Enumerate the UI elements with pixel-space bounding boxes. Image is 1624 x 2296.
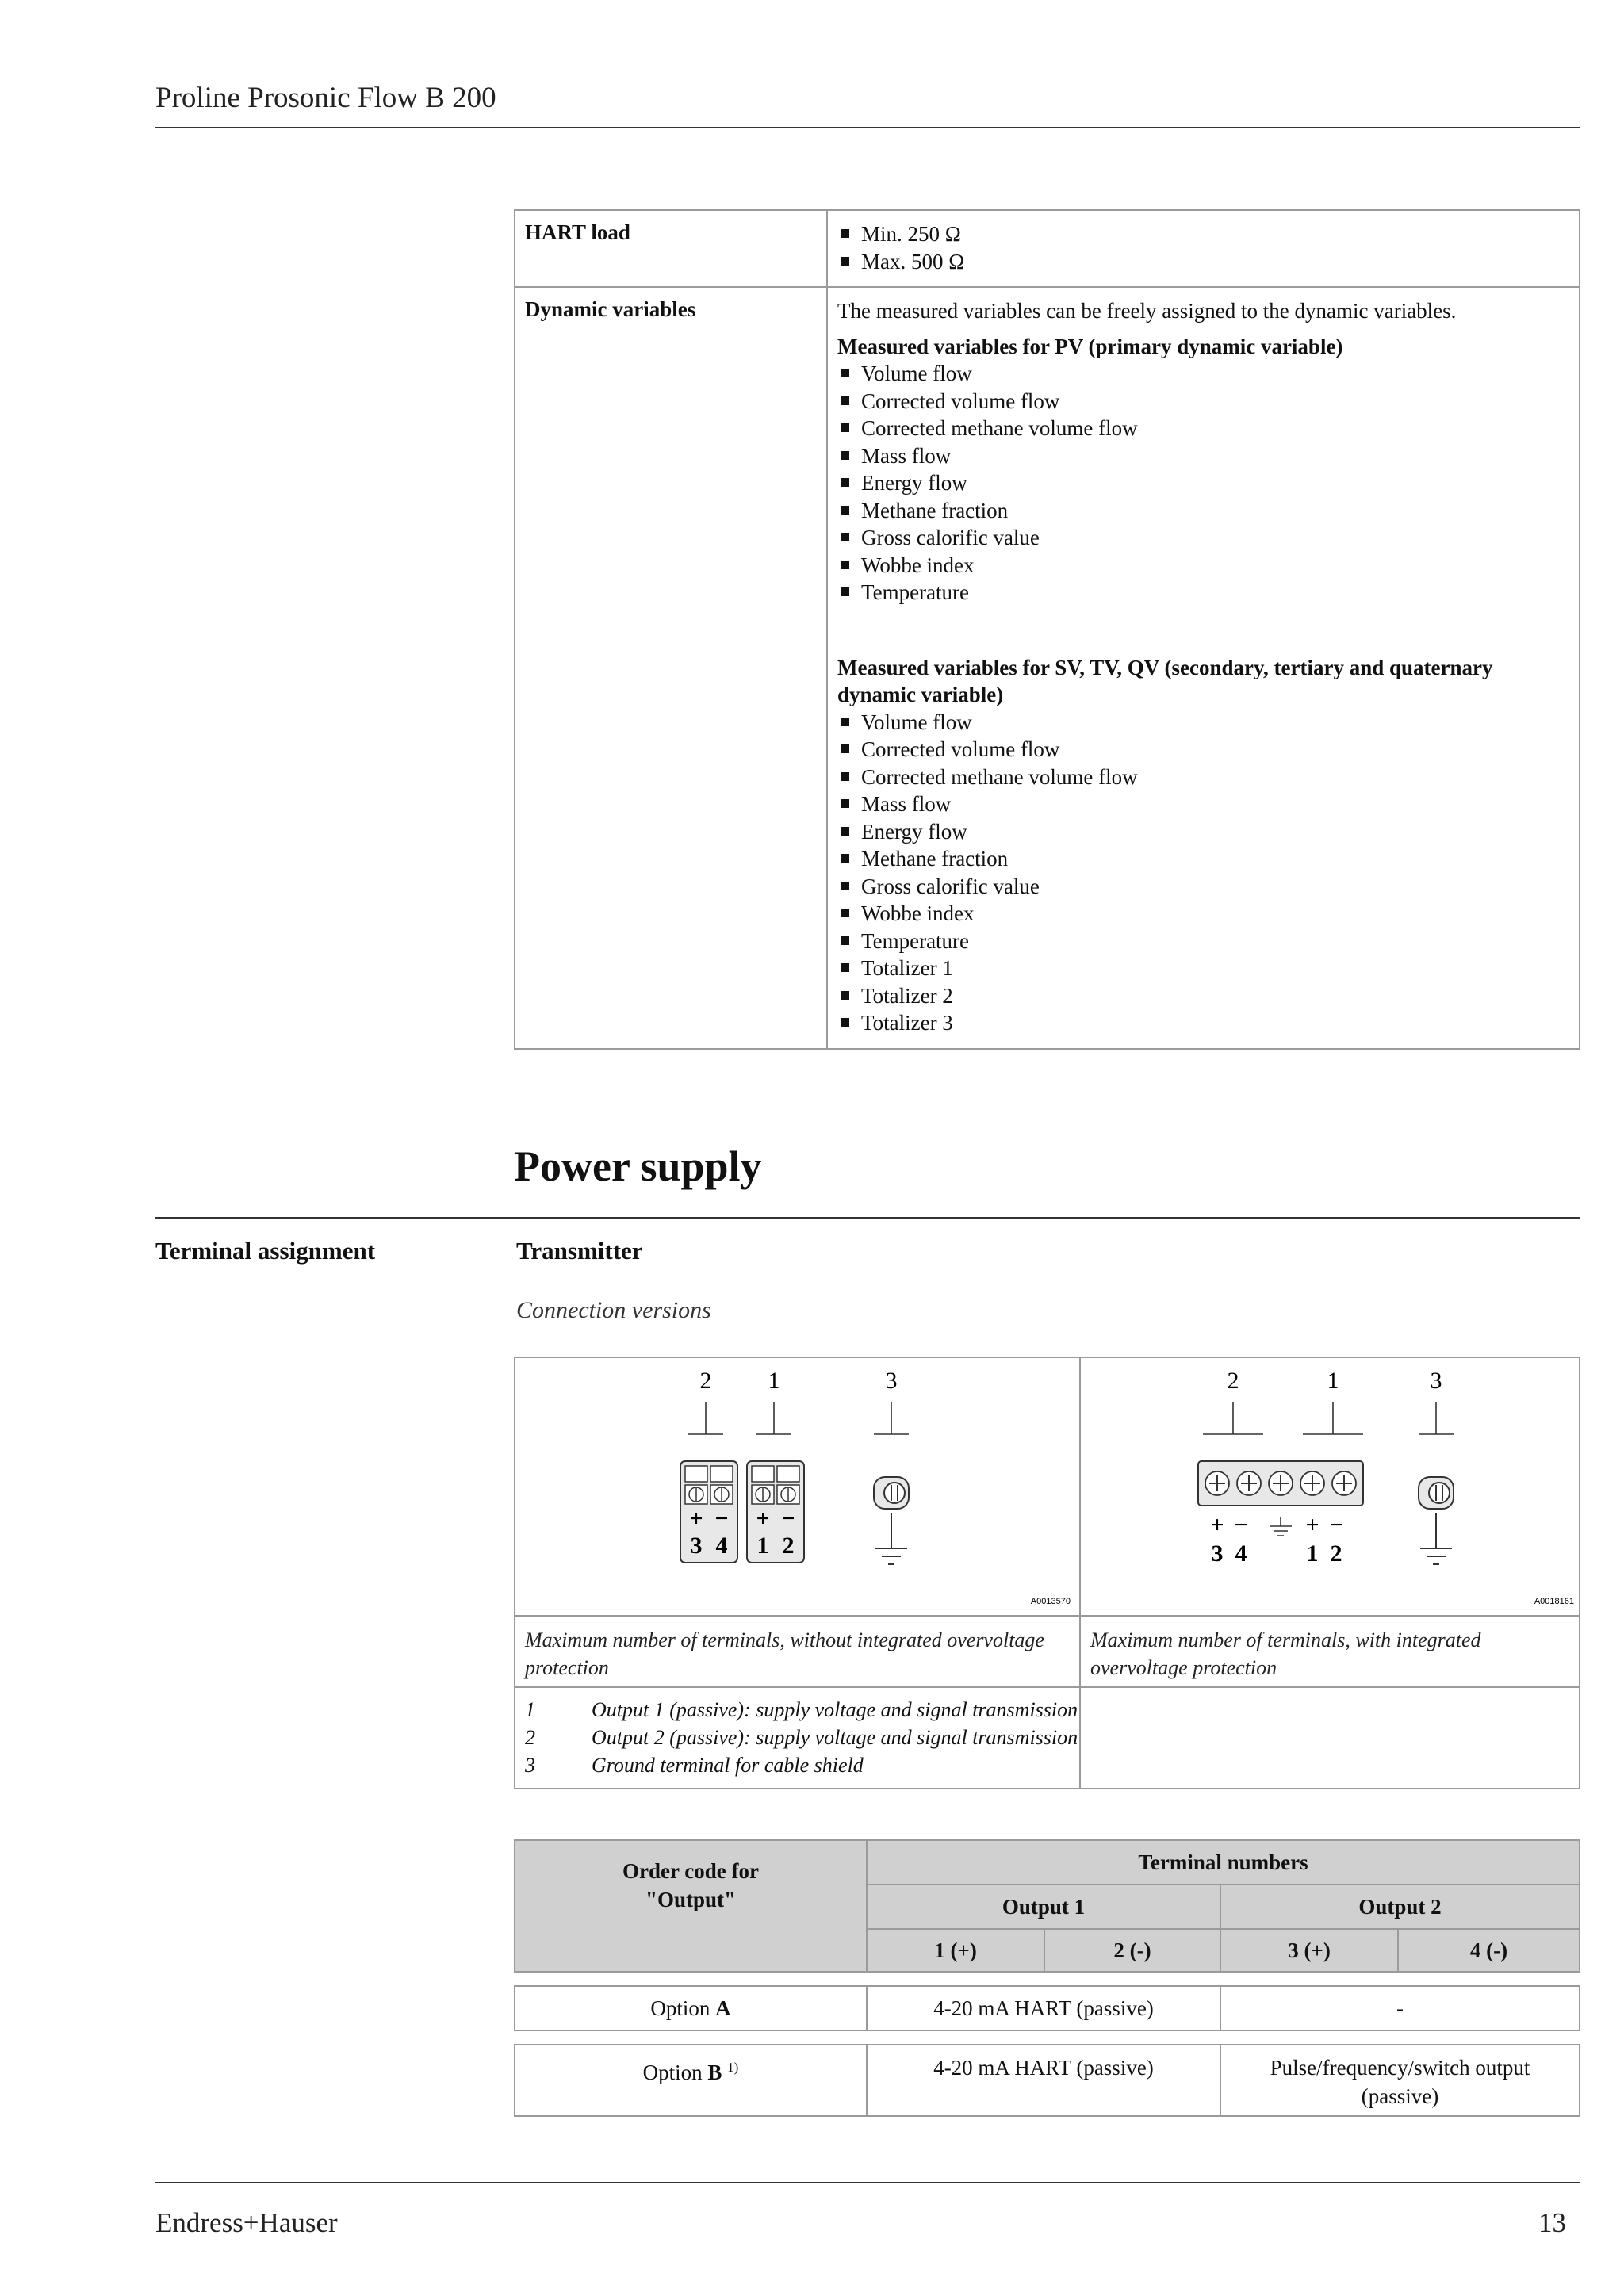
header-order-code: Order code for "Output" (514, 1839, 868, 1973)
figure-caption-left: Maximum number of terminals, without integrated overvoltage protection (525, 1628, 1044, 1679)
figure-caption-right: Maximum number of terminals, with integrated overvoltage protection (1090, 1628, 1481, 1679)
terminal-sign: + (1210, 1512, 1224, 1538)
terminal-sign: + (1305, 1512, 1320, 1538)
figure-id-left: A0013570 (1030, 1597, 1071, 1606)
section-title: Power supply (514, 1142, 762, 1190)
sv-heading: Measured variables for SV, TV, QV (secondary, tertiary and quaternary dynamic variable) (837, 655, 1493, 706)
list-item: Energy flow (837, 818, 1569, 846)
list-item: Gross calorific value (837, 524, 1569, 552)
pv-heading: Measured variables for PV (primary dynamic variable) (837, 334, 1343, 358)
terminal-diagram-left (515, 1358, 1079, 1615)
terminal-number: 1 (756, 1533, 769, 1559)
list-item: Mass flow (837, 790, 1569, 818)
footer-rule (155, 2182, 1580, 2183)
cell-output-2: - (1220, 1985, 1580, 2031)
section-rule (155, 1217, 1580, 1219)
terminal-number: 4 (715, 1533, 728, 1559)
list-item: Corrected methane volume flow (837, 763, 1569, 791)
figure-id-right: A0018161 (1534, 1597, 1574, 1606)
terminal-sign: − (781, 1506, 795, 1532)
table-row-option-a: Option A (514, 1985, 868, 2031)
section-subtitle: Transmitter (516, 1237, 643, 1265)
list-item: Corrected methane volume flow (837, 415, 1569, 442)
terminal-sign: + (689, 1506, 703, 1532)
cell-output-1: 4-20 mA HART (passive) (866, 1985, 1221, 2031)
callout-3: 3 (1430, 1368, 1442, 1394)
header-terminal-2: 2 (-) (1044, 1928, 1221, 1973)
page-number: 13 (1538, 2207, 1566, 2238)
ground-icon (874, 1477, 909, 1564)
list-item: Energy flow (837, 469, 1569, 497)
terminal-sign: − (1329, 1512, 1343, 1538)
list-item: Wobbe index (837, 900, 1569, 928)
header-terminal-3: 3 (+) (1220, 1928, 1399, 1973)
footer-brand: Endress+Hauser (155, 2207, 338, 2238)
list-item: Methane fraction (837, 845, 1569, 873)
terminal-number: 2 (1330, 1540, 1342, 1567)
legend-item: 2 Output 2 (passive): supply voltage and signal transmission (525, 1726, 1078, 1749)
list-item: Max. 500 Ω (837, 248, 1569, 276)
terminal-number: 2 (782, 1533, 795, 1559)
header-output-1: Output 1 (866, 1884, 1221, 1930)
spec-label: Dynamic variables (515, 287, 827, 1049)
callout-1: 1 (768, 1368, 780, 1394)
pv-list (837, 360, 1569, 607)
spec-row-hart-load (515, 210, 1580, 287)
sv-list (837, 709, 1569, 1037)
list-item: Methane fraction (837, 497, 1569, 525)
terminal-number: 3 (1211, 1540, 1224, 1567)
list-item: Temperature (837, 579, 1569, 607)
callout-2: 2 (699, 1368, 712, 1394)
spec-table (514, 209, 1580, 1050)
header-terminal-1: 1 (+) (866, 1928, 1045, 1973)
spec-value (827, 287, 1580, 1049)
terminal-sign: − (1234, 1512, 1248, 1538)
section-label: Terminal assignment (155, 1237, 376, 1265)
callout-2: 2 (1227, 1368, 1239, 1394)
ground-icon (1419, 1477, 1454, 1564)
legend-item: 1 Output 1 (passive): supply voltage and signal transmission (525, 1698, 1078, 1721)
spec-intro: The measured variables can be freely assigned to the dynamic variables. (837, 299, 1457, 323)
header-rule (155, 127, 1580, 128)
list-item: Volume flow (837, 360, 1569, 388)
list-item: Totalizer 3 (837, 1009, 1569, 1037)
header-output-2: Output 2 (1220, 1884, 1580, 1930)
spec-value (827, 210, 1580, 287)
header-terminal-numbers: Terminal numbers (866, 1839, 1580, 1885)
list-item: Mass flow (837, 442, 1569, 470)
list-item: Gross calorific value (837, 873, 1569, 901)
cell-output-1: 4-20 mA HART (passive) (866, 2044, 1221, 2117)
list-item: Corrected volume flow (837, 736, 1569, 763)
callout-1: 1 (1327, 1368, 1339, 1394)
callout-3: 3 (885, 1368, 898, 1394)
terminal-sign: + (756, 1506, 770, 1532)
document-header-title: Proline Prosonic Flow B 200 (155, 82, 496, 114)
list-item: Min. 250 Ω (837, 220, 1569, 248)
header-terminal-4: 4 (-) (1397, 1928, 1580, 1973)
terminal-number: 3 (690, 1533, 703, 1559)
legend-item: 3 Ground terminal for cable shield (525, 1754, 864, 1777)
list-item: Temperature (837, 928, 1569, 955)
earth-icon (1270, 1517, 1292, 1536)
table-row-option-b: Option B $^{1)}$ (514, 2044, 868, 2117)
terminal-number: 1 (1306, 1540, 1319, 1567)
list-item: Volume flow (837, 709, 1569, 737)
terminal-diagram-right (1081, 1358, 1580, 1615)
list-item: Corrected volume flow (837, 388, 1569, 415)
section-caption: Connection versions (516, 1297, 711, 1323)
list-item: Totalizer 1 (837, 955, 1569, 982)
terminal-number: 4 (1235, 1540, 1247, 1567)
cell-output-2: Pulse/frequency/switch output (passive) (1220, 2044, 1580, 2117)
list-item: Wobbe index (837, 552, 1569, 580)
spec-row-dynamic-variables (515, 287, 1580, 1049)
spec-label: HART load (515, 210, 827, 287)
terminal-sign: − (714, 1506, 729, 1532)
connection-figure (514, 1357, 1580, 1789)
list-item: Totalizer 2 (837, 982, 1569, 1010)
